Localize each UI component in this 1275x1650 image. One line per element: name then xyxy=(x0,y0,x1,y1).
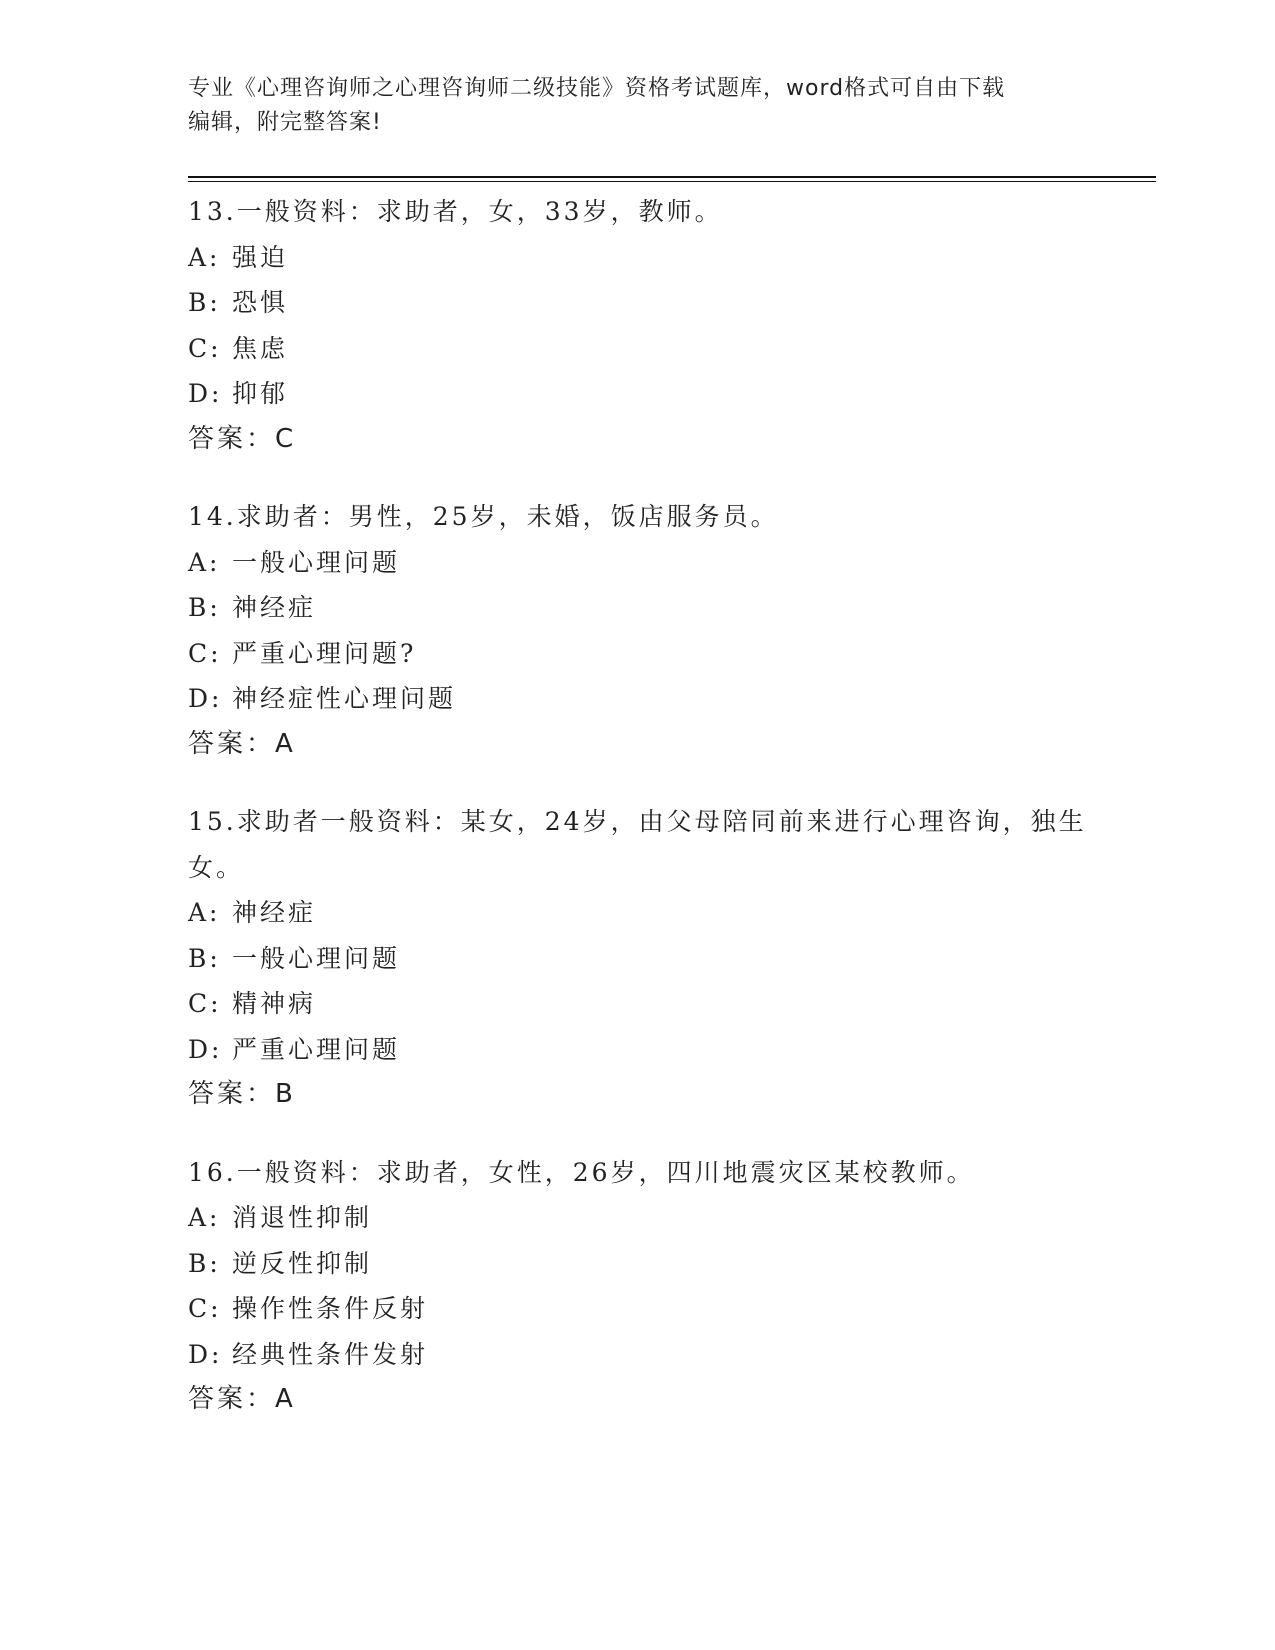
option-text: 焦虑 xyxy=(232,333,289,363)
option-letter: A: xyxy=(188,898,221,927)
question-list xyxy=(188,189,1088,1455)
option-text: 经典性条件发射 xyxy=(232,1339,429,1369)
header-divider-thick xyxy=(188,176,1156,178)
option-a xyxy=(188,890,1088,936)
option-a xyxy=(188,235,1088,281)
option-text: 一般心理问题 xyxy=(232,943,401,973)
answer-value: A xyxy=(275,728,294,759)
question-stem: 15.求助者一般资料：某女，24岁，由父母陪同前来进行心理咨询，独生女。 xyxy=(188,807,1087,882)
answer-value: B xyxy=(275,1079,294,1109)
answer-line xyxy=(188,417,1088,463)
option-text: 精神病 xyxy=(232,989,317,1018)
question-16 xyxy=(188,1150,1088,1423)
answer-line xyxy=(188,1072,1088,1118)
option-c xyxy=(188,981,1088,1027)
document-header xyxy=(188,72,1088,140)
header-line-2: 编辑，附完整答案! xyxy=(188,110,382,135)
question-stem: 14.求助者：男性，25岁，未婚，饭店服务员。 xyxy=(188,502,779,531)
question-15 xyxy=(188,799,1088,1118)
option-c xyxy=(188,1286,1088,1332)
option-c xyxy=(188,326,1088,372)
option-text: 一般心理问题 xyxy=(232,547,401,577)
option-d xyxy=(188,676,1088,722)
option-d xyxy=(188,1027,1088,1073)
option-letter: D: xyxy=(188,379,223,408)
question-14 xyxy=(188,494,1088,767)
option-letter: A: xyxy=(188,547,221,577)
option-letter: D: xyxy=(188,1339,223,1369)
option-text: 严重心理问题 xyxy=(232,1034,401,1064)
option-a xyxy=(188,540,1088,586)
answer-label: 答案： xyxy=(188,728,276,759)
answer-line xyxy=(188,722,1088,768)
option-letter: A: xyxy=(188,1203,221,1232)
question-stem: 16.一般资料：求助者，女性，26岁，四川地震灾区某校教师。 xyxy=(188,1157,975,1187)
answer-line xyxy=(188,1377,1088,1423)
option-text: 强迫 xyxy=(232,242,289,272)
option-letter: B: xyxy=(188,593,221,622)
option-c xyxy=(188,631,1088,677)
option-text: 逆反性抑制 xyxy=(232,1248,373,1278)
option-b xyxy=(188,936,1088,982)
option-letter: C: xyxy=(188,638,222,668)
option-text: 恐惧 xyxy=(232,288,289,317)
header-line-1: 专业《心理咨询师之心理咨询师二级技能》资格考试题库，word格式可自由下载 xyxy=(188,76,1006,101)
option-a xyxy=(188,1195,1088,1241)
option-text: 神经症性心理问题 xyxy=(232,684,457,713)
option-text: 神经症 xyxy=(232,898,317,927)
option-letter: A: xyxy=(188,242,221,272)
option-b xyxy=(188,280,1088,326)
option-letter: D: xyxy=(188,684,223,713)
option-letter: C: xyxy=(188,989,222,1018)
option-letter: B: xyxy=(188,288,221,317)
question-stem: 13.一般资料：求助者，女，33岁，教师。 xyxy=(188,197,723,226)
answer-label: 答案： xyxy=(188,1384,276,1414)
option-text: 严重心理问题? xyxy=(232,638,417,668)
option-letter: D: xyxy=(188,1034,223,1064)
option-letter: C: xyxy=(188,1294,222,1323)
option-text: 消退性抑制 xyxy=(232,1203,373,1232)
option-b xyxy=(188,1241,1088,1287)
header-divider-thin xyxy=(188,181,1156,182)
option-text: 神经症 xyxy=(232,593,317,622)
answer-label: 答案： xyxy=(188,423,276,454)
option-text: 操作性条件反射 xyxy=(232,1294,429,1323)
option-b xyxy=(188,585,1088,631)
option-letter: B: xyxy=(188,943,221,973)
question-13 xyxy=(188,189,1088,462)
answer-label: 答案： xyxy=(188,1079,276,1109)
option-letter: B: xyxy=(188,1248,221,1278)
answer-value: C xyxy=(275,423,295,454)
option-letter: C: xyxy=(188,333,222,363)
option-d xyxy=(188,1332,1088,1378)
option-text: 抑郁 xyxy=(232,379,289,408)
answer-value: A xyxy=(275,1384,294,1414)
option-d xyxy=(188,371,1088,417)
